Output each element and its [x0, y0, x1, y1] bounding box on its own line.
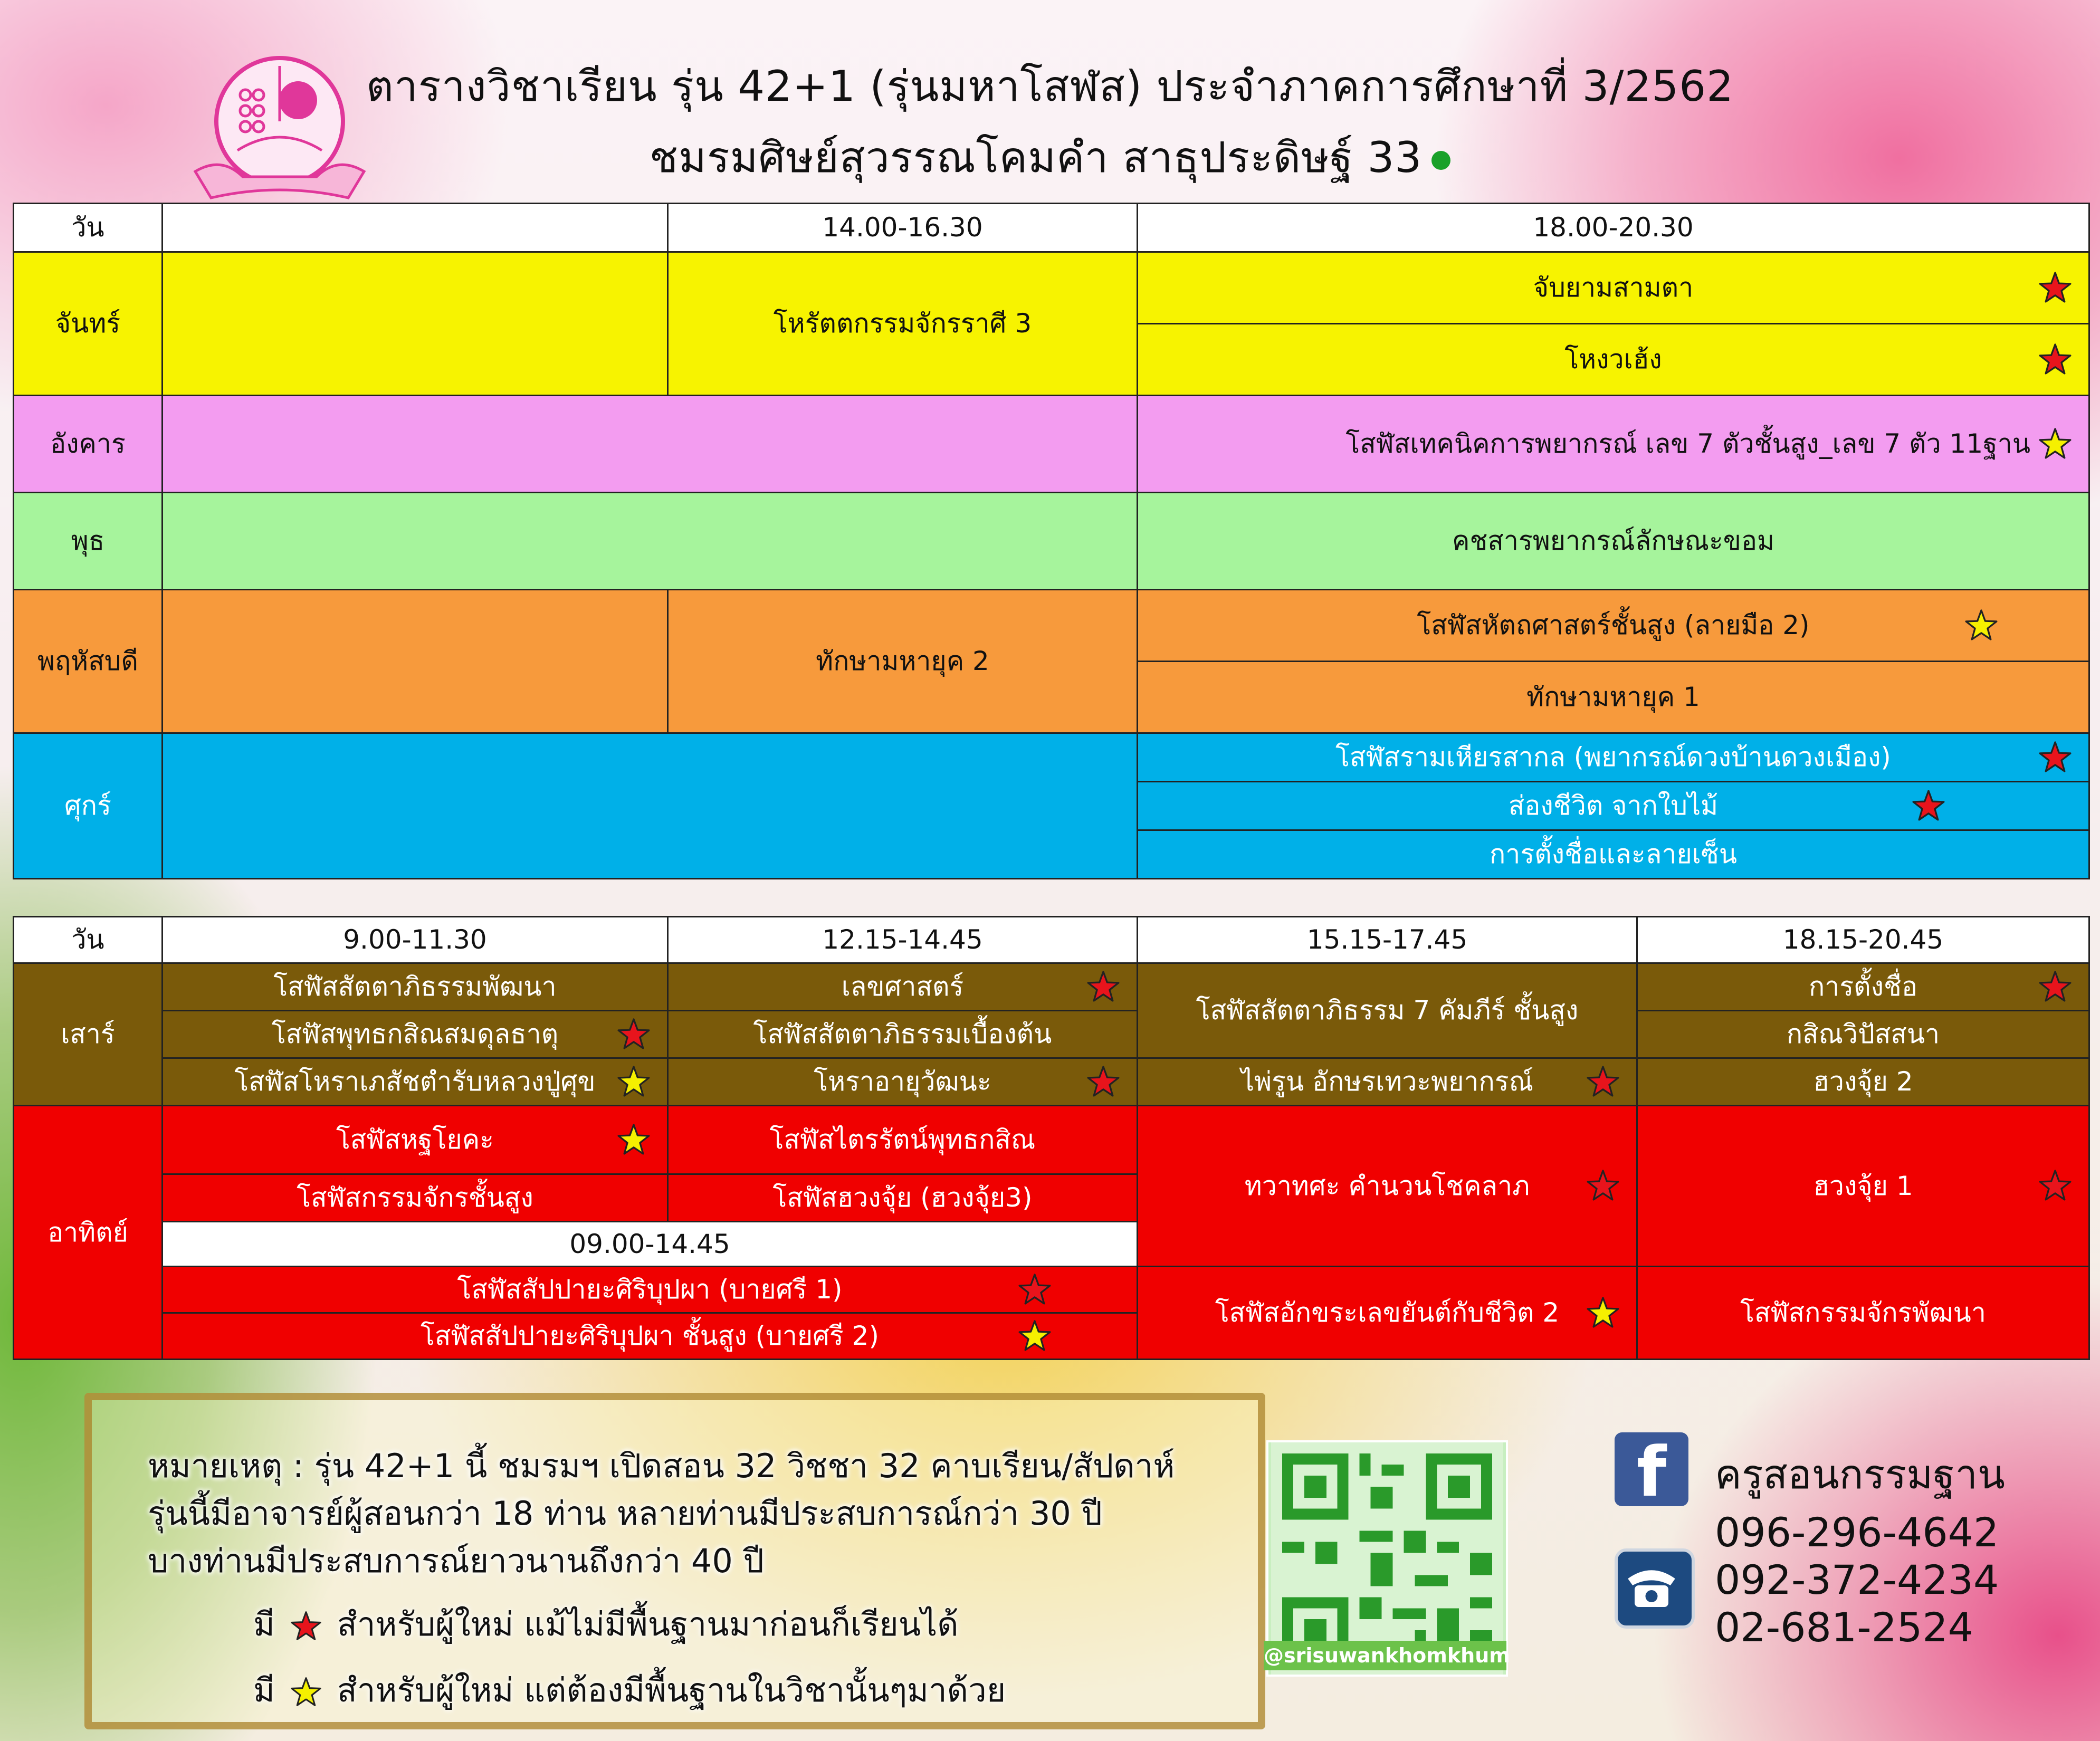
friday-slot-c1: โสฬัสรามเหียรสากล (พยากรณ์ดวงบ้านดวงเมือง)	[1138, 733, 2089, 782]
sat-s4-1: การตั้งชื่อ	[1637, 963, 2089, 1011]
yellow-star-icon	[616, 1123, 651, 1158]
table-row-sunday	[14, 1106, 2089, 1174]
sat-s2-2: โสฬัสสัตตาภิธรรมเบื้องต้น	[668, 1011, 1138, 1058]
yellow-star-icon	[2038, 427, 2073, 462]
friday-slot-c3: การตั้งชื่อและลายเซ็น	[1138, 830, 2089, 879]
club-name: ชมรมศิษย์สุวรรณโคมคำ สาธุประดิษฐ์ 33	[649, 133, 1423, 182]
green-dot-icon	[1431, 151, 1450, 170]
legend-red-star: มี สำหรับผู้ใหม่ แม้ไม่มีพื้นฐานมาก่อนก็เรียนได้	[253, 1605, 959, 1643]
slot-header-a	[163, 204, 668, 252]
slot-header-b: 14.00-16.30	[668, 204, 1138, 252]
sun-s2-2: โสฬัสฮวงจุ้ย (ฮวงจุ้ย3)	[668, 1174, 1138, 1222]
note-line-1: หมายเหตุ : รุ่น 42+1 นี้ ชมรมฯ เปิดสอน 32 วิชชา 32 คาบเรียน/สัปดาห์	[148, 1447, 1175, 1485]
monday-slot-c1: จับยามสามตา	[1138, 252, 2089, 324]
sun-s3-2: โสฬัสอักขระเลขยันต์กับชีวิต 2	[1138, 1267, 1637, 1360]
thursday-slot-c1: โสฬัสหัตถศาสตร์ชั้นสูง (ลายมือ 2)	[1138, 590, 2089, 662]
sat-s1-2: โสฬัสพุทธกสิณสมดุลธาตุ	[163, 1011, 668, 1058]
red-star-icon	[290, 1610, 322, 1643]
tuesday-slot-ab	[163, 396, 1138, 493]
red-star-icon	[1586, 1065, 1620, 1099]
sat-s4-3: ฮวงจุ้ย 2	[1637, 1058, 2089, 1106]
sun-s4-1: ฮวงจุ้ย 1	[1637, 1106, 2089, 1267]
sun-long-1: โสฬัสสัปปายะศิริบุปผา (บายศรี 1)	[163, 1267, 1138, 1313]
red-star-icon	[2038, 342, 2073, 377]
sat-s1-1: โสฬัสสัตตาภิธรรมพัฒนา	[163, 963, 668, 1011]
table-row-friday	[14, 733, 2089, 782]
note-line-3: บางท่านมีประสบการณ์ยาวนานถึงกว่า 40 ปี	[148, 1542, 764, 1580]
slot-header-3: 15.15-17.45	[1138, 917, 1637, 963]
sat-s4-2: กสิณวิปัสสนา	[1637, 1011, 2089, 1058]
red-star-icon	[1086, 970, 1121, 1005]
phone-number-2[interactable]: 092-372-4234	[1715, 1556, 1999, 1603]
yellow-star-icon	[1017, 1319, 1052, 1354]
sun-s1-2: โสฬัสกรรมจักรชั้นสูง	[163, 1174, 668, 1222]
wednesday-slot-c: คชสารพยากรณ์ลักษณะขอม	[1138, 493, 2089, 590]
friday-slot-c2: ส่องชีวิต จากใบไม้	[1138, 782, 2089, 830]
sat-s3-1: โสฬัสสัตตาภิธรรม 7 คัมภีร์ ชั้นสูง	[1138, 963, 1637, 1058]
sat-s2-1: เลขศาสตร์	[668, 963, 1138, 1011]
page-title: ตารางวิชาเรียน รุ่น 42+1 (รุ่นมหาโสฬส) ประจำภาคการศึกษาที่ 3/2562	[366, 62, 1734, 111]
wednesday-slot-ab	[163, 493, 1138, 590]
slot-header-1: 9.00-11.30	[163, 917, 668, 963]
sun-s4-2: โสฬัสกรรมจักรพัฒนา	[1637, 1267, 2089, 1360]
thursday-slot-a	[163, 590, 668, 733]
slot-header-2: 12.15-14.45	[668, 917, 1138, 963]
yellow-star-icon	[1586, 1296, 1620, 1331]
monday-slot-a	[163, 252, 668, 396]
line-id-label: @srisuwankhomkhum	[1264, 1641, 1506, 1670]
facebook-page-name[interactable]: ครูสอนกรรมฐาน	[1715, 1451, 2005, 1498]
facebook-icon[interactable]: f	[1615, 1432, 1688, 1506]
red-star-icon	[1086, 1065, 1121, 1099]
monday-slot-c2: โหงวเฮ้ง	[1138, 324, 2089, 396]
sun-s2-1: โสฬัสไตรรัตน์พุทธกสิณ	[668, 1106, 1138, 1174]
red-star-icon	[2038, 1169, 2073, 1203]
table-row-thursday	[14, 590, 2089, 662]
weekend-schedule-table	[13, 916, 2090, 1360]
table-row-tuesday	[14, 396, 2089, 493]
day-sunday: อาทิตย์	[14, 1106, 163, 1360]
slot-header-c: 18.00-20.30	[1138, 204, 2089, 252]
sun-long-2: โสฬัสสัปปายะศิริบุปผา ชั้นสูง (บายศรี 2)	[163, 1313, 1138, 1360]
red-star-icon	[1911, 789, 1946, 824]
sun-s1-1: โสฬัสหฐโยคะ	[163, 1106, 668, 1174]
phone-number-3[interactable]: 02-681-2524	[1715, 1604, 1974, 1651]
tuesday-slot-c: โสฬัสเทคนิคการพยากรณ์ เลข 7 ตัวชั้นสูง_เลข 7 ตัว 11ฐาน	[1138, 396, 2089, 493]
day-column-header: วัน	[14, 204, 163, 252]
yellow-star-icon	[290, 1676, 322, 1709]
table-row-monday	[14, 252, 2089, 324]
phone-number-1[interactable]: 096-296-4642	[1715, 1509, 1999, 1556]
red-star-icon	[2038, 271, 2073, 305]
sun-long-slot-header: 09.00-14.45	[163, 1222, 1138, 1267]
sat-s1-3: โสฬัสโหราเภสัชตำรับหลวงปู่ศุข	[163, 1058, 668, 1106]
slot-header-4: 18.15-20.45	[1637, 917, 2089, 963]
legend-yellow-star: มี สำหรับผู้ใหม่ แต่ต้องมีพื้นฐานในวิชานั้นๆมาด้วย	[253, 1671, 1006, 1709]
monday-slot-b: โหรัตตกรรมจักรราศี 3	[668, 252, 1138, 396]
day-saturday: เสาร์	[14, 963, 163, 1106]
day-thursday: พฤหัสบดี	[14, 590, 163, 733]
day-friday: ศุกร์	[14, 733, 163, 879]
thursday-slot-b: ทักษามหายุค 2	[668, 590, 1138, 733]
red-star-icon	[2038, 970, 2073, 1005]
note-line-2: รุ่นนี้มีอาจารย์ผู้สอนกว่า 18 ท่าน หลายท่านมีประสบการณ์กว่า 30 ปี	[148, 1494, 1102, 1533]
table-row-wednesday	[14, 493, 2089, 590]
red-star-icon	[1017, 1273, 1052, 1307]
red-star-icon	[616, 1017, 651, 1052]
sun-s3-1: ทวาทศะ คำนวนโชคลาภ	[1138, 1106, 1637, 1267]
sat-s3-2: ไพ่รูน อักษรเทวะพยากรณ์	[1138, 1058, 1637, 1106]
yellow-star-icon	[616, 1065, 651, 1099]
sat-s2-3: โหราอายุวัฒนะ	[668, 1058, 1138, 1106]
day-column-header: วัน	[14, 917, 163, 963]
table-row-saturday	[14, 963, 2089, 1011]
red-star-icon	[1586, 1169, 1620, 1203]
red-star-icon	[2038, 740, 2073, 775]
day-wednesday: พุธ	[14, 493, 163, 590]
weekday-schedule-table	[13, 203, 2090, 879]
page-subtitle	[0, 124, 2100, 191]
thursday-slot-c2: ทักษามหายุค 1	[1138, 662, 2089, 733]
yellow-star-icon	[1964, 608, 1999, 643]
day-tuesday: อังคาร	[14, 396, 163, 493]
telephone-icon	[1615, 1548, 1695, 1629]
day-monday: จันทร์	[14, 252, 163, 396]
friday-slot-ab	[163, 733, 1138, 879]
